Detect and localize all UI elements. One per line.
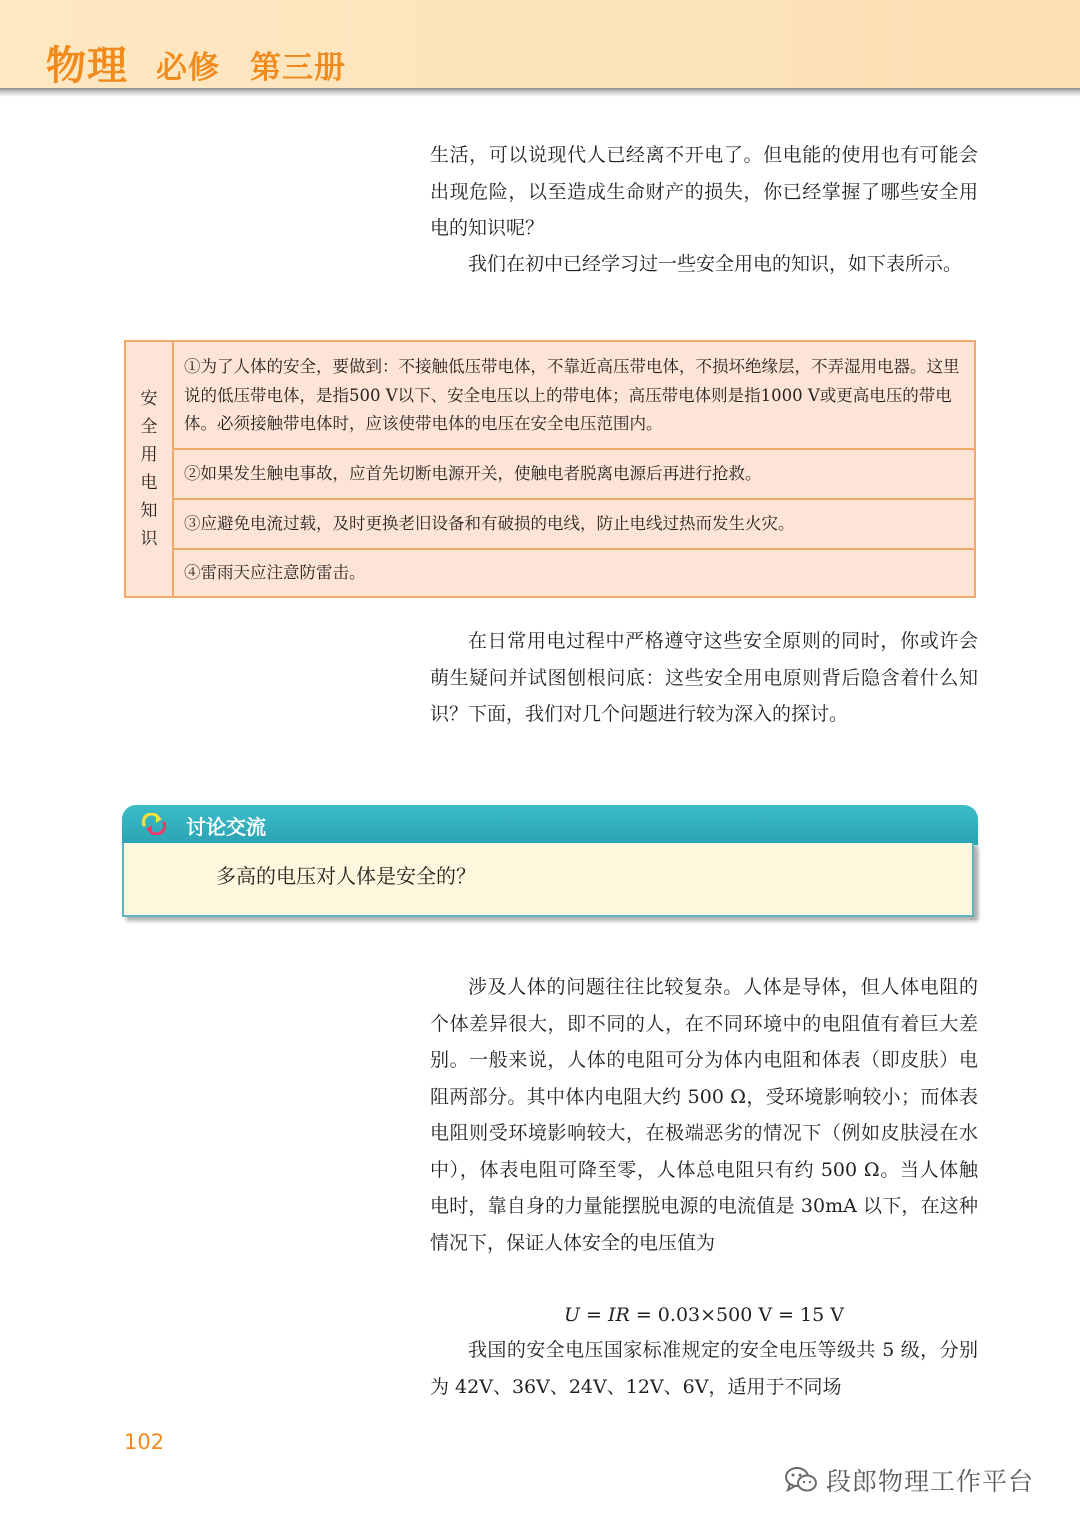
wechat-icon (784, 1465, 818, 1495)
table-header-char: 识 (140, 529, 158, 549)
page-number: 102 (124, 1430, 165, 1454)
table-header-char: 用 (140, 445, 158, 465)
table-header-char: 全 (140, 417, 158, 437)
discussion-arrows-icon (141, 813, 167, 835)
formula-rest: = 0.03×500 V = 15 V (629, 1304, 844, 1326)
book-title (156, 42, 346, 87)
formula-ir: IR (608, 1304, 630, 1326)
table-header-char: 电 (140, 473, 158, 493)
discussion-question: 多高的电压对人体是安全的？ (216, 864, 476, 888)
voltage-formula: U = IR = 0.03×500 V = 15 V (563, 1304, 844, 1326)
formula-u: U (563, 1304, 580, 1326)
intro-paragraph-2: 我们在初中已经学习过一些安全用电的知识，如下表所示。 (468, 253, 963, 275)
table-row: ④雷雨天应注意防雷击。 (174, 548, 974, 596)
table-row: ①为了人体的安全，要做到：不接触低压带电体，不靠近高压带电体，不损坏绝缘层，不弄湿用电器。这里说的低压带电体，是指500 V以下、安全电压以上的带电体；高压带电体则是指1000 V或更高电压的带电体。必须接触带电体时，应该使带电体的电压在安全电压范围内。 (184, 357, 960, 434)
discussion-title: 讨论交流 (186, 815, 266, 839)
table-header-char: 安 (140, 389, 158, 409)
book-volume: 第三册 (250, 50, 346, 86)
book-subject: 物理 (46, 43, 128, 89)
header-shadow (0, 88, 1080, 97)
watermark-text: 段郎物理工作平台 (826, 1467, 1035, 1496)
table-header-column (126, 342, 174, 596)
middle-paragraph: 在日常用电过程中严格遵守这些安全原则的同时，你或许会萌生疑问并试图刨根问底：这些安全用电原则背后隐含着什么知识？下面，我们对几个问题进行较为深入的探讨。 (430, 630, 978, 725)
body-paragraph-2: 我国的安全电压国家标准规定的安全电压等级共 5 级，分别为 42V、36V、24V、12V、6V，适用于不同场 (430, 1339, 978, 1398)
watermark (784, 1462, 1054, 1498)
table-header-char: 知 (140, 501, 158, 521)
safety-knowledge-table (124, 340, 976, 598)
intro-paragraph-1: 生活，可以说现代人已经离不开电了。但电能的使用也有可能会出现危险，以至造成生命财产的损失，你已经掌握了哪些安全用电的知识呢？ (430, 144, 978, 239)
table-body (174, 342, 974, 596)
body-paragraph-1: 涉及人体的问题往往比较复杂。人体是导体，但人体电阻的个体差异很大，即不同的人，在不同环境中的电阻值有着巨大差别。一般来说，人体的电阻可分为体内电阻和体表（即皮肤）电阻两部分。其中体内电阻大约 500 Ω，受环境影响较小；而体表电阻则受环境影响较大，在极端恶劣的情况下（例如皮肤浸在水中），体表电阻可降至零，人体总电阻只有约 500 Ω。当人体触电时，靠自身的力量能摆脱电源的电流值是 30mA 以下，在这种情况下，保证人体安全的电压值为 (430, 976, 978, 1254)
table-row: ②如果发生触电事故，应首先切断电源开关，使触电者脱离电源后再进行抢救。 (174, 448, 974, 498)
book-course: 必修 (156, 50, 220, 86)
table-row: ③应避免电流过载，及时更换老旧设备和有破损的电线，防止电线过热而发生火灾。 (174, 498, 974, 548)
